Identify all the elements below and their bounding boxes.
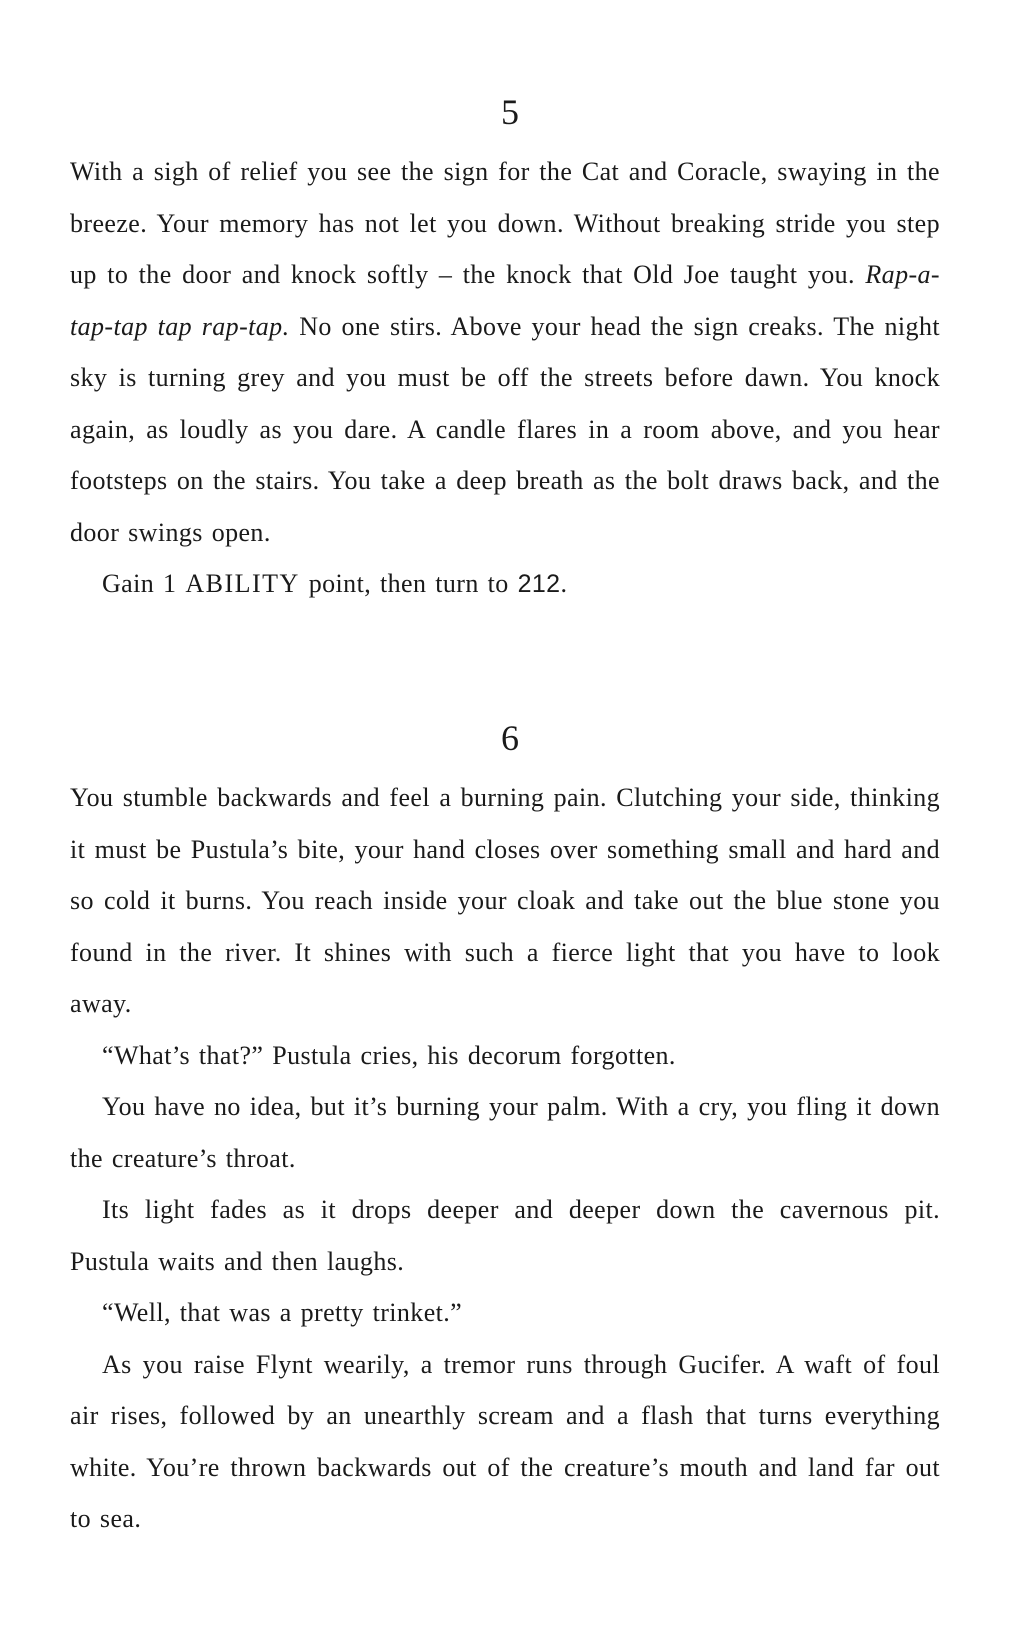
paragraph-text: With a sigh of relief you see the sign for the Cat and Coracle, swaying in the breeze. Your memory has not let you down. Without breaking stride you step up to the door and knock softly – the knock that Old Joe taught you. — [70, 157, 940, 289]
section-5 — [70, 82, 940, 611]
section-5-instruction — [70, 558, 940, 611]
knock-pattern: Rap-a-tap-tap tap rap-tap. — [70, 260, 940, 341]
section-6-paragraph: You have no idea, but it’s burning your palm. With a cry, you fling it down the creature’s throat. — [70, 1092, 940, 1173]
section-6-paragraph: You stumble backwards and feel a burning pain. Clutching your side, thinking it must be Pustula’s bite, your hand closes over something small and hard and so cold it burns. You reach inside your cloak and take out the blue stone you found in the river. It shines with such a fierce light that you have to look away. — [70, 783, 940, 1018]
section-number: 6 — [501, 718, 519, 758]
instruction-end: . — [560, 569, 568, 598]
section-6-paragraph: “What’s that?” Pustula cries, his decorum forgotten. — [102, 1040, 676, 1070]
section-6-paragraph: “Well, that was a pretty trinket.” — [102, 1298, 463, 1327]
turn-to-number: 212 — [517, 570, 561, 598]
section-6-paragraph: As you raise Flynt wearily, a tremor runs through Gucifer. A waft of foul air rises, followed by an unearthly scream and a flash that turns everything white. You’re thrown backwards out of the creature’s mouth and land far out to sea. — [70, 1349, 940, 1533]
instruction-prefix: Gain — [102, 569, 155, 598]
ability-stat: ABILITY — [185, 569, 300, 598]
section-6 — [70, 708, 940, 1545]
section-5-paragraph — [70, 146, 940, 558]
section-6-paragraph: Its light fades as it drops deeper and deeper down the cavernous pit. Pustula waits and then laughs. — [70, 1195, 940, 1276]
section-number: 5 — [501, 92, 519, 132]
paragraph-text-continued: No one stirs. Above your head the sign creaks. The night sky is turning grey and you must be off the streets before dawn. You knock again, as loudly as you dare. A candle flares in a room above, and you hear footsteps on the stairs. You take a deep breath as the bolt draws back, and the door swings open. — [70, 311, 940, 547]
instruction-amount: 1 — [163, 569, 177, 598]
instruction-middle: point, then turn to — [308, 569, 509, 598]
